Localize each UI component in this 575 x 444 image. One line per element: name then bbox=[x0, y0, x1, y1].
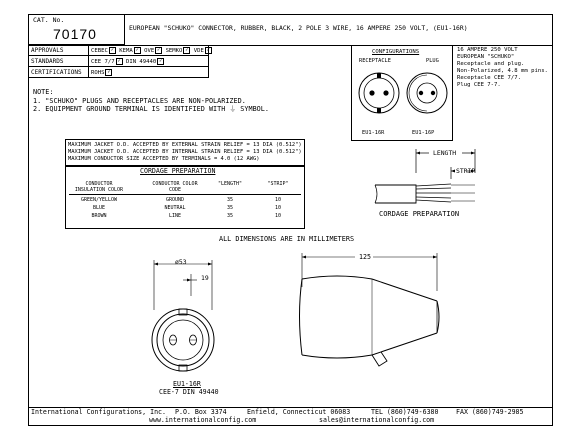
spec-line: 16 AMPERE 250 VOLT bbox=[457, 47, 518, 53]
certifications-label: CERTIFICATIONS bbox=[31, 69, 82, 76]
footer-tel: TEL (860)749-6380 bbox=[371, 408, 439, 416]
catalog-box bbox=[29, 15, 125, 45]
table-cell: 35 bbox=[226, 205, 234, 211]
cord-spec-line: MAXIMUM JACKET O.D. ACCEPTED BY INTERNAL STRAIN RELIEF = 13 DIA (0.512") bbox=[68, 149, 302, 155]
checkbox-icon: ✓ bbox=[135, 47, 139, 53]
receptacle-face-icon bbox=[358, 72, 400, 114]
standard-marks bbox=[91, 58, 164, 66]
spec-line: Non-Polarized, 4.8 mm pins. bbox=[457, 68, 548, 74]
catalog-label: CAT. No. bbox=[33, 16, 65, 24]
table-cell: BLUE bbox=[92, 205, 106, 211]
drawing-sheet bbox=[28, 14, 553, 426]
cordage-table bbox=[65, 166, 305, 229]
checkbox-icon: ✓ bbox=[159, 58, 163, 64]
cordage-table-title: CORDAGE PREPARATION bbox=[140, 167, 216, 175]
approval-cebec: CEBEC bbox=[91, 48, 108, 54]
table-header-rule bbox=[69, 194, 301, 195]
plug-code: EU1-16P bbox=[412, 130, 435, 136]
approvals-col-divider bbox=[88, 45, 89, 77]
standards-label: STANDARDS bbox=[31, 58, 64, 65]
table-cell: BROWN bbox=[91, 213, 107, 219]
receptacle-label: RECEPTACLE bbox=[359, 58, 391, 64]
plug-label: PLUG bbox=[426, 58, 439, 64]
approvals-row-divider bbox=[29, 66, 208, 67]
checkbox-icon: ✓ bbox=[185, 47, 189, 53]
table-cell: 10 bbox=[274, 197, 282, 203]
approvals-table bbox=[29, 45, 209, 78]
table-cell: NEUTRAL bbox=[164, 205, 186, 211]
footer-city: Enfield, Connecticut 06083 bbox=[247, 408, 351, 416]
table-cell: LINE bbox=[168, 213, 182, 219]
dimensions-note: ALL DIMENSIONS ARE IN MILLIMETERS bbox=[219, 235, 355, 243]
front-view-standard: CEE-7 DIN 49440 bbox=[159, 388, 219, 396]
spec-line: Receptacle CEE 7/7. bbox=[457, 75, 521, 81]
notes-title: NOTE: bbox=[33, 88, 54, 96]
table-cell: 35 bbox=[226, 197, 234, 203]
connector-side-view bbox=[277, 251, 477, 375]
configurations-box bbox=[351, 45, 453, 141]
approval-vde: VDE bbox=[193, 48, 204, 54]
table-cell: 35 bbox=[226, 213, 234, 219]
product-title: EUROPEAN "SCHUKO" CONNECTOR, RUBBER, BLACK, 2 POLE 3 WIRE, 16 AMPERE 250 VOLT, (EU1-16R) bbox=[129, 24, 468, 32]
footer-fax: FAX (860)749-2985 bbox=[456, 408, 524, 416]
approval-ove: OVE bbox=[144, 48, 155, 54]
table-header: CONDUCTOR COLOR CODE bbox=[152, 181, 198, 193]
cordage-drawing-caption: CORDAGE PREPARATION bbox=[379, 210, 460, 218]
checkbox-icon: ✓ bbox=[110, 47, 114, 53]
plug-face-icon bbox=[406, 72, 448, 114]
table-cell: GREEN/YELLOW bbox=[80, 197, 118, 203]
dia-53-label: ø53 bbox=[175, 258, 187, 266]
certification-marks bbox=[91, 69, 112, 77]
footer-company: International Configurations, Inc. bbox=[31, 408, 166, 416]
standard-din: DIN 49440 bbox=[125, 59, 157, 65]
side-length-label: 125 bbox=[359, 253, 371, 261]
receptacle-code: EU1-16R bbox=[362, 130, 385, 136]
connector-front-view bbox=[139, 256, 229, 378]
cord-spec-line: MAXIMUM JACKET O.D. ACCEPTED BY EXTERNAL STRAIN RELIEF = 13 DIA (0.512") bbox=[68, 142, 302, 148]
configurations-title: CONFIGURATIONS bbox=[372, 49, 420, 55]
table-header: "STRIP" bbox=[267, 181, 289, 187]
spec-line: Receptacle and plug. bbox=[457, 61, 525, 67]
approval-kema: KEMA bbox=[119, 48, 133, 54]
checkbox-icon: ✓ bbox=[206, 47, 210, 53]
checkbox-icon: ✓ bbox=[117, 58, 121, 64]
certification-rohs: ROHS bbox=[91, 70, 105, 76]
table-cell: GROUND bbox=[165, 197, 185, 203]
spec-line: EUROPEAN "SCHUKO" bbox=[457, 54, 515, 60]
approvals-row-divider bbox=[29, 55, 208, 56]
checkbox-icon: ✓ bbox=[157, 47, 161, 53]
table-cell: 10 bbox=[274, 205, 282, 211]
length-label: LENGTH bbox=[433, 149, 457, 157]
spec-line: Plug CEE 7-7. bbox=[457, 82, 501, 88]
approvals-label: APPROVALS bbox=[31, 47, 64, 54]
table-header: "LENGTH" bbox=[217, 181, 243, 187]
table-cell: 10 bbox=[274, 213, 282, 219]
cord-spec-line: MAXIMUM CONDUCTOR SIZE ACCEPTED BY TERMINALS = 4.0 (12 AWG) bbox=[68, 156, 260, 162]
footer-website: www.internationalconfig.com bbox=[149, 416, 257, 424]
approval-marks bbox=[91, 47, 212, 55]
catalog-number: 70170 bbox=[53, 26, 97, 42]
footer-po-box: P.O. Box 3374 bbox=[175, 408, 227, 416]
checkbox-icon: ✓ bbox=[107, 69, 111, 75]
note-item: 1. "SCHUKO" PLUGS AND RECEPTACLES ARE NON-POLARIZED. bbox=[33, 97, 246, 105]
note-item: 2. EQUIPMENT GROUND TERMINAL IS IDENTIFIED WITH ⏚ SYMBOL. bbox=[33, 105, 269, 113]
strip-label: STRIP bbox=[456, 167, 476, 175]
cord-spec-box bbox=[65, 139, 305, 166]
approval-semko: SEMKO bbox=[165, 48, 183, 54]
footer-email: sales@internationalconfig.com bbox=[319, 416, 435, 424]
front-view-caption: EU1-16R bbox=[173, 380, 201, 388]
standard-cee: CEE 7/7 bbox=[91, 59, 115, 65]
table-header: CONDUCTOR INSULATION COLOR bbox=[74, 181, 124, 193]
dim-19-label: 19 bbox=[201, 274, 209, 282]
